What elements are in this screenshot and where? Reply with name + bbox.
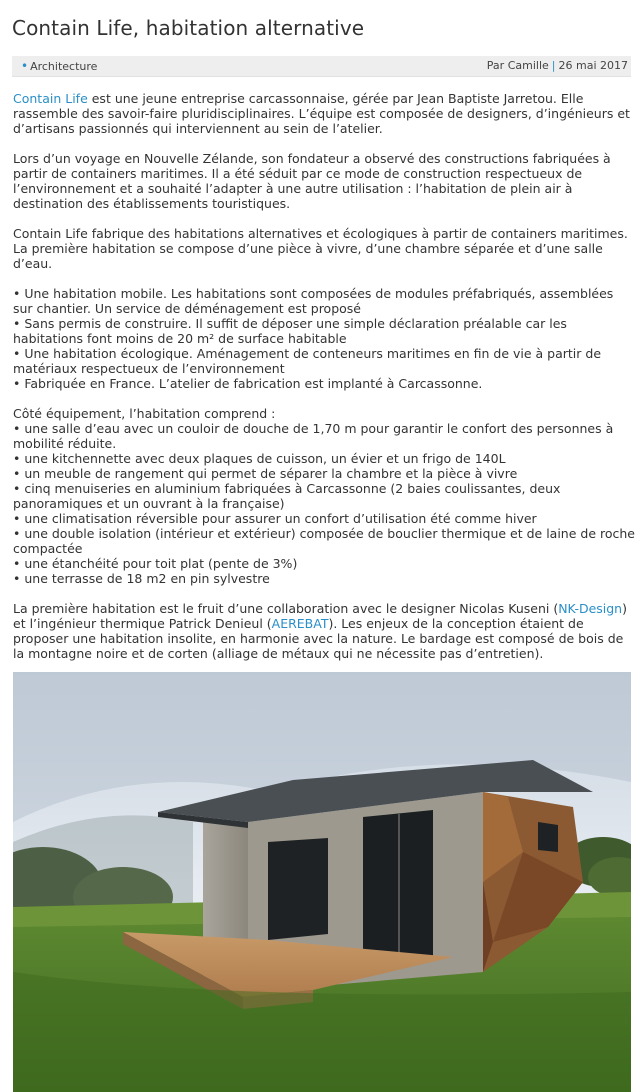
list-item: • une kitchennette avec deux plaques de cuisson, un évier et un frigo de 140L [13, 451, 635, 466]
collab-text-2: ) et l’ingénieur thermique Patrick Denieul ( [13, 601, 627, 631]
features-list [13, 286, 635, 391]
aerebat-link[interactable]: AEREBAT [271, 616, 329, 631]
paragraph-intro-text: est une jeune entreprise carcassonnaise, gérée par Jean Baptiste Jarretou. Elle rassemble des savoir-faire pluridisciplinaires. L’équipe est composée de designers, d’ingénieurs et d’artisans passionnés qui interviennent au sein de l’atelier. [13, 91, 630, 136]
paragraph-collaboration [13, 601, 635, 661]
paragraph-intro [13, 91, 635, 136]
nk-design-link[interactable]: NK-Design [558, 601, 623, 616]
category [21, 56, 97, 77]
list-item: • une étanchéité pour toit plat (pente de 3%) [13, 556, 635, 571]
list-item: • une climatisation réversible pour assurer un confort d’utilisation été comme hiver [13, 511, 635, 526]
list-item: • Une habitation mobile. Les habitations sont composées de modules préfabriqués, assemblées sur chantier. Un service de déménagement est proposé [13, 286, 635, 316]
collab-text-3: ). Les enjeux de la conception étaient de proposer une habitation insolite, en harmonie avec la nature. Le bardage est composé de bois de la montagne noire et de corten (alliage de métaux qui ne nécessite pas d’entretien). [13, 616, 624, 661]
author-link[interactable]: Par Camille [486, 59, 549, 72]
paragraph-origin: Lors d’un voyage en Nouvelle Zélande, son fondateur a observé des constructions fabriquées à partir de containers maritimes. Il a été séduit par ce mode de construction respectueux de l’environnement et a souhaité l’adapter à une autre utilisation : l’habitation de plein air à destination des établissements touristiques. [13, 151, 611, 211]
list-item: • un meuble de rangement qui permet de séparer la chambre et la pièce à vivre [13, 466, 635, 481]
list-item: • Fabriquée en France. L’atelier de fabrication est implanté à Carcassonne. [13, 376, 635, 391]
paragraph-description: Contain Life fabrique des habitations alternatives et écologiques à partir de containers maritimes. La première habitation se compose d’une pièce à vivre, d’une chambre séparée et d’une salle d’eau. [13, 226, 628, 271]
equipment-intro: Côté équipement, l’habitation comprend : [13, 406, 276, 421]
container-house-image [13, 672, 631, 1092]
publish-date: 26 mai 2017 [558, 59, 628, 72]
article-title: Contain Life, habitation alternative [12, 16, 365, 40]
equipment-list [13, 421, 635, 586]
article-meta-bar [12, 56, 631, 77]
collab-text-1: La première habitation est le fruit d’une collaboration avec le designer Nicolas Kuseni ( [13, 601, 559, 616]
list-item: • Une habitation écologique. Aménagement de conteneurs maritimes en fin de vie à partir de matériaux respectueux de l’environnement [13, 346, 635, 376]
list-item: • Sans permis de construire. Il suffit de déposer une simple déclaration préalable car les habitations font moins de 20 m² de surface habitable [13, 316, 635, 346]
article-photo [13, 672, 631, 1092]
category-link[interactable]: Architecture [30, 60, 98, 73]
byline [487, 56, 628, 76]
article-body [13, 91, 635, 691]
byline-separator: | [551, 59, 556, 72]
list-item: • cinq menuiseries en aluminium fabriquées à Carcassonne (2 baies coulissantes, deux panoramiques et un ouvrant à la française) [13, 481, 635, 511]
list-item: • une terrasse de 18 m2 en pin sylvestre [13, 571, 635, 586]
list-item: • une double isolation (intérieur et extérieur) composée de bouclier thermique et de laine de roche compactée [13, 526, 635, 556]
contain-life-link[interactable]: Contain Life [13, 91, 88, 106]
bullet-icon: • [21, 59, 29, 73]
list-item: • une salle d’eau avec un couloir de douche de 1,70 m pour garantir le confort des personnes à mobilité réduite. [13, 421, 635, 451]
